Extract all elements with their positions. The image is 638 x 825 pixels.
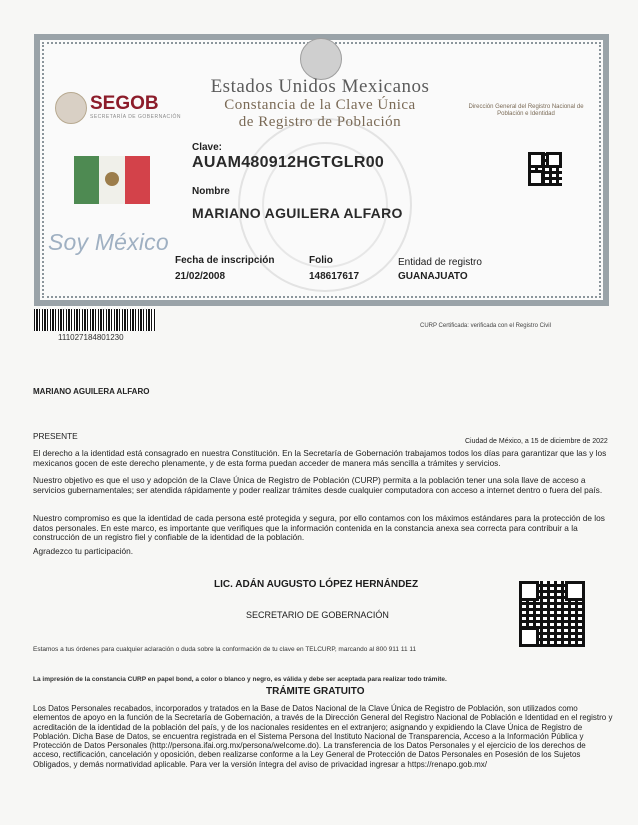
signer-name: LIC. ADÁN AUGUSTO LÓPEZ HERNÁNDEZ [214, 579, 419, 590]
segob-logo: SEGOB [90, 93, 159, 114]
letter-date: Ciudad de México, a 15 de diciembre de 2022 [465, 438, 608, 445]
document-title-line2: de Registro de Población [238, 114, 402, 130]
national-seal-icon [300, 38, 342, 80]
paragraph-1: El derecho a la identidad está consagrado en nuestra Constitución. En la Secretaría de Gobernación trabajamos todos los días para garantizar que las y los mexicanos gocen de este derecho plenamente, y de esta forma puedan acceder de manera más sencilla a trámites y servicios. [33, 448, 607, 468]
segob-emblem-icon [55, 92, 87, 124]
signer-title: SECRETARIO DE GOBERNACIÓN [246, 610, 389, 620]
qr-code-large-icon [519, 581, 585, 647]
tramite-gratuito: TRÁMITE GRATUITO [266, 686, 365, 697]
entidad-value: GUANAJUATO [398, 271, 468, 282]
paragraph-3: Nuestro compromiso es que la identidad de cada persona esté protegida y segura, por ello contamos con los máximos estándares para la protección de los datos personales. En este marco, es importante que verifiques que la información contenida en la constancia anexa sea correcta para contribuir a la construcción de un registro fiel y confiable de la identidad de la población. [33, 513, 605, 543]
folio-label: Folio [309, 255, 333, 266]
entidad-label: Entidad de registro [398, 257, 482, 268]
folio-value: 148617617 [309, 271, 360, 282]
clave-label: Clave: [192, 142, 223, 153]
fecha-value: 21/02/2008 [175, 271, 226, 282]
paragraph-2: Nuestro objetivo es que el uso y adopción de la Clave Única de Registro de Población (CURP) permita a la población tener una sola llave de acceso a servicios gubernamentales; ser atendida rápidamente y poder realizar trámites desde cualquier computadora con acceso a internet dentro o fuera del país. [33, 475, 603, 495]
mexico-flag-icon [74, 156, 150, 204]
qr-code-icon [528, 152, 562, 186]
privacy-notice: Los Datos Personales recabados, incorporados y tratados en la Base de Datos Nacional de la Clave Única de Registro de Población, son utilizados como elementos de apoyo en la función de la Secretaría de Gobernación, a través de la Dirección General del Registro Nacional de Población e Identidad en el registro y acreditación de la identidad de la población del país, y de los nacionales residentes en el extranjero; asignando y expidiendo la Clave Única de Registro de Población. Dicha Base de Datos, se encuentra registrada en el Sistema Persona del Instituto Nacional de Transparencia, Acceso a la Información Pública y Protección de Datos Personales (http://persona.ifai.org.mx/persona/welcome.do). La transferencia de los Datos Personales y el ejercicio de los derechos de acceso, rectificación, cancelación y oposición, deben realizarse conforme a la Ley General de Protección de Datos Personales en Posesión de los Sujetos Obligados, y demás normatividad aplicable. Para ver la versión íntegra del aviso de privacidad ingresar a https://renapo.gob.mx/ [33, 704, 613, 769]
thanks-line: Agradezco tu participación. [33, 546, 134, 556]
barcode-number: 111027184801230 [58, 333, 124, 342]
print-note: La impresión de la constancia CURP en papel bond, a color o blanco y negro, es válida y debe ser aceptada para realizar todo trámite. [33, 676, 447, 683]
contact-note: Estamos a tus órdenes para cualquier aclaración o duda sobre la conformación de tu clave en TELCURP, marcando al 800 911 11 11 [33, 646, 417, 653]
nombre-value: MARIANO AGUILERA ALFARO [192, 205, 403, 221]
curp-certified-note: CURP Certificada: verificada con el Registro Civil [420, 323, 551, 329]
fecha-label: Fecha de inscripción [175, 255, 275, 266]
document-title-line1: Constancia de la Clave Única [224, 97, 416, 113]
nombre-label: Nombre [192, 186, 230, 197]
barcode [34, 309, 156, 331]
recipient-name: MARIANO AGUILERA ALFARO [33, 387, 150, 396]
segob-subtitle: SECRETARÍA DE GOBERNACIÓN [90, 114, 182, 120]
direccion-general: Dirección General del Registro Nacional de Población e Identidad [468, 104, 584, 117]
presente: PRESENTE [33, 431, 78, 441]
country-title: Estados Unidos Mexicanos [210, 76, 430, 97]
soy-mexico-logo: Soy México [48, 229, 169, 255]
clave-value: AUAM480912HGTGLR00 [192, 154, 385, 171]
